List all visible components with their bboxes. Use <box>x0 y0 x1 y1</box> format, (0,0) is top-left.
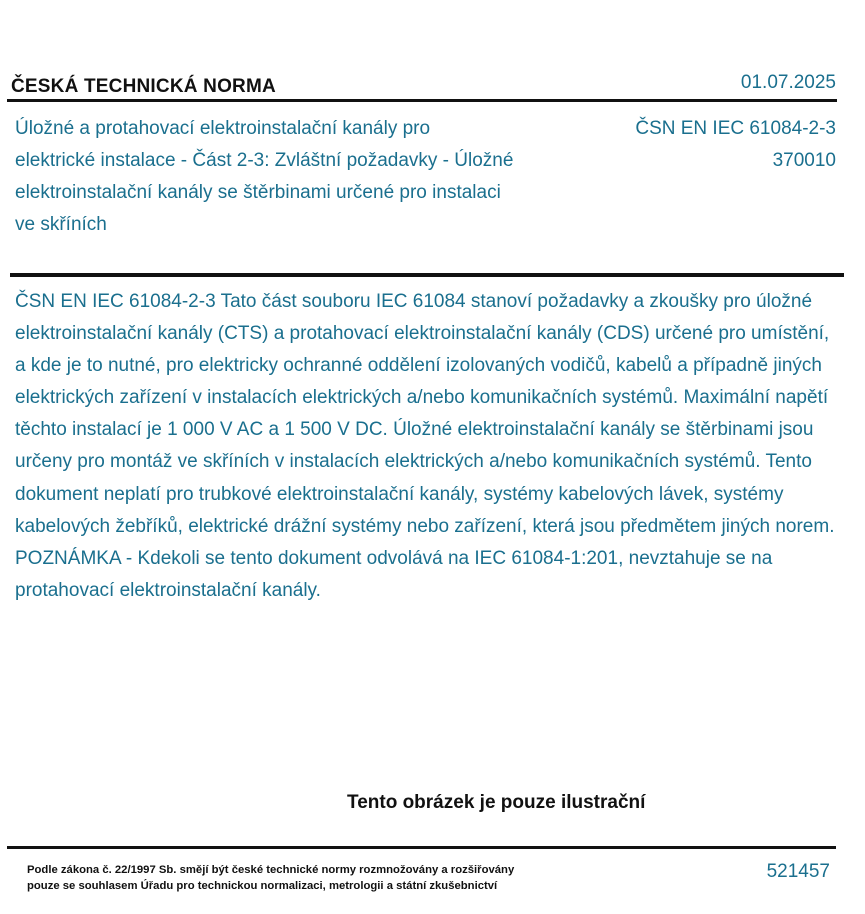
legal-notice-line: Podle zákona č. 22/1997 Sb. smějí být české technické normy rozmnožovány a rozšiřovány <box>27 864 515 876</box>
legal-notice-line: pouze se souhlasem Úřadu pro technickou normalizaci, metrologii a státní zkušebnictví <box>27 879 498 892</box>
footer-divider <box>7 846 836 849</box>
class-code: 370010 <box>772 150 836 171</box>
standard-number: ČSN EN IEC 61084-2-3 <box>635 118 836 139</box>
document-id: 521457 <box>766 861 830 882</box>
issue-date: 01.07.2025 <box>740 72 836 93</box>
norm-type-heading: ČESKÁ TECHNICKÁ NORMA <box>11 76 276 97</box>
document-title: Úložné a protahovací elektroinstalační kanály pro elektrické instalace - Část 2-3: Zvláštní požadavky - Úložné elektroinstalační kanály se štěrbinami určené pro instalaci ve skříních <box>15 118 514 235</box>
title-divider <box>10 273 844 277</box>
illustration-note: Tento obrázek je pouze ilustrační <box>347 792 646 813</box>
standard-identifiers <box>635 113 836 177</box>
document-abstract: ČSN EN IEC 61084-2-3 Tato část souboru IEC 61084 stanoví požadavky a zkoušky pro úložné elektroinstalační kanály (CTS) a protahovací elektroinstalační kanály (CDS) určené pro umístění, a kde je to nutné, pro elektricky ochranné oddělení izolovaných vodičů, kabelů a případně jiných elektrických zařízení v instalacích elektrických a/nebo komunikačních systémů. Maximální napětí těchto instalací je 1 000 V AC a 1 500 V DC. Úložné elektroinstalační kanály se štěrbinami jsou určeny pro montáž ve skříních v instalacích elektrických a/nebo komunikačních systémů. Tento dokument neplatí pro trubkové elektroinstalační kanály, systémy kabelových lávek, systémy kabelových žebříků, elektrické drážní systémy nebo zařízení, která jsou předmětem jiných norem. POZNÁMKA - Kdekoli se tento dokument odvolává na IEC 61084-1:201, nevztahuje se na protahovací elektroinstalační kanály. <box>15 291 835 601</box>
header-divider <box>7 99 837 102</box>
legal-notice <box>27 863 514 894</box>
